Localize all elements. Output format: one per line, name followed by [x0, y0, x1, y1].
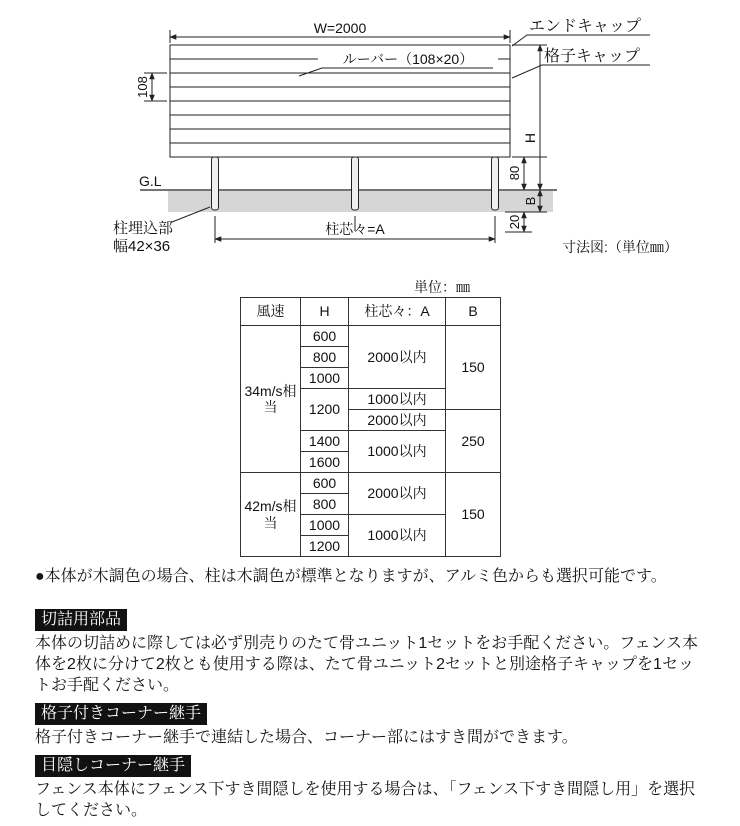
- post-embed-label-line2: 幅42×36: [113, 238, 171, 255]
- cell-h: 1000: [301, 515, 349, 536]
- cell-b: 150: [446, 473, 501, 557]
- table-row: [241, 473, 501, 494]
- cell-h: 1000: [301, 368, 349, 389]
- cell-a: 2000以内: [349, 410, 446, 431]
- lattice-cap-label: 格子キャップ: [544, 48, 641, 65]
- cell-h: 1600: [301, 452, 349, 473]
- table-unit-label: 単位：㎜: [414, 279, 470, 295]
- note-title-lattice-corner-joint: 格子付きコーナー継手: [35, 703, 207, 725]
- color-note: ●本体が木調色の場合、柱は木調色が標準となりますが、アルミ色からも選択可能です。: [35, 568, 667, 585]
- cell-a: 1000以内: [349, 431, 446, 473]
- table-row: [241, 326, 501, 347]
- cell-h: 1200: [301, 389, 349, 431]
- cell-a: 1000以内: [349, 515, 446, 557]
- cell-a: 1000以内: [349, 389, 446, 410]
- dim-108-label: 108: [135, 76, 150, 98]
- dim-80-label: 80: [507, 165, 522, 181]
- note-title-privacy-corner-joint: 目隠しコーナー継手: [35, 755, 191, 777]
- cell-b: 150: [446, 326, 501, 410]
- cell-wind: 34m/s相当: [241, 326, 301, 473]
- lattice-cap-callout-line: [512, 65, 650, 78]
- spec-table: [240, 297, 501, 557]
- cell-wind: 42m/s相当: [241, 473, 301, 557]
- note-body-privacy-corner-joint: フェンス本体にフェンス下すき間隠しを使用する場合は、「フェンス下すき間隠し用」を選択してください。: [35, 781, 696, 819]
- notes-section: [35, 566, 707, 826]
- cell-h: 800: [301, 494, 349, 515]
- cell-h: 600: [301, 326, 349, 347]
- ground-level-label: G.L: [139, 173, 162, 189]
- col-header-wind-speed: 風速: [241, 298, 301, 326]
- cell-a: 2000以内: [349, 326, 446, 389]
- cell-h: 800: [301, 347, 349, 368]
- end-cap-label: エンドキャップ: [529, 18, 642, 35]
- dim-20-label: 20: [507, 214, 522, 230]
- diagram-caption: 寸法図:（単位㎜）: [562, 239, 678, 255]
- col-header-height: H: [301, 298, 349, 326]
- note-section-lattice-corner-joint: [35, 703, 707, 748]
- cell-a: 2000以内: [349, 473, 446, 515]
- dim-b-label: B: [523, 196, 538, 206]
- note-body-cut-parts: 本体の切詰めに際しては必ず別売りのたて骨ユニット1セットをお手配ください。フェンス本体を2枚に分けて2枚とも使用する際は、たて骨ユニット2セットと別途格子キャップを1セットお手配ください。: [35, 635, 698, 694]
- cell-h: 600: [301, 473, 349, 494]
- note-title-cut-parts: 切詰用部品: [35, 609, 127, 631]
- col-header-b: B: [446, 298, 501, 326]
- dim-w-label: W=2000: [313, 20, 367, 36]
- louver-label: ルーバー（108×20）: [342, 51, 474, 67]
- cell-h: 1200: [301, 536, 349, 557]
- end-cap-callout-line: [512, 35, 650, 46]
- dim-h-label: H: [522, 132, 538, 144]
- post-pitch-label: 柱芯々=A: [325, 221, 385, 237]
- cell-b: 250: [446, 410, 501, 473]
- post-embed-label-line1: 柱埋込部: [113, 220, 174, 237]
- fence-dimension-diagram: [0, 0, 740, 270]
- table-header-row: [241, 298, 501, 326]
- cell-h: 1400: [301, 431, 349, 452]
- note-body-lattice-corner-joint: 格子付きコーナー継手で連結した場合、コーナー部にはすき間ができます。: [35, 729, 578, 746]
- note-section-privacy-corner-joint: [35, 755, 707, 821]
- note-section-cut-parts: [35, 609, 707, 696]
- col-header-post-pitch: 柱芯々：A: [349, 298, 446, 326]
